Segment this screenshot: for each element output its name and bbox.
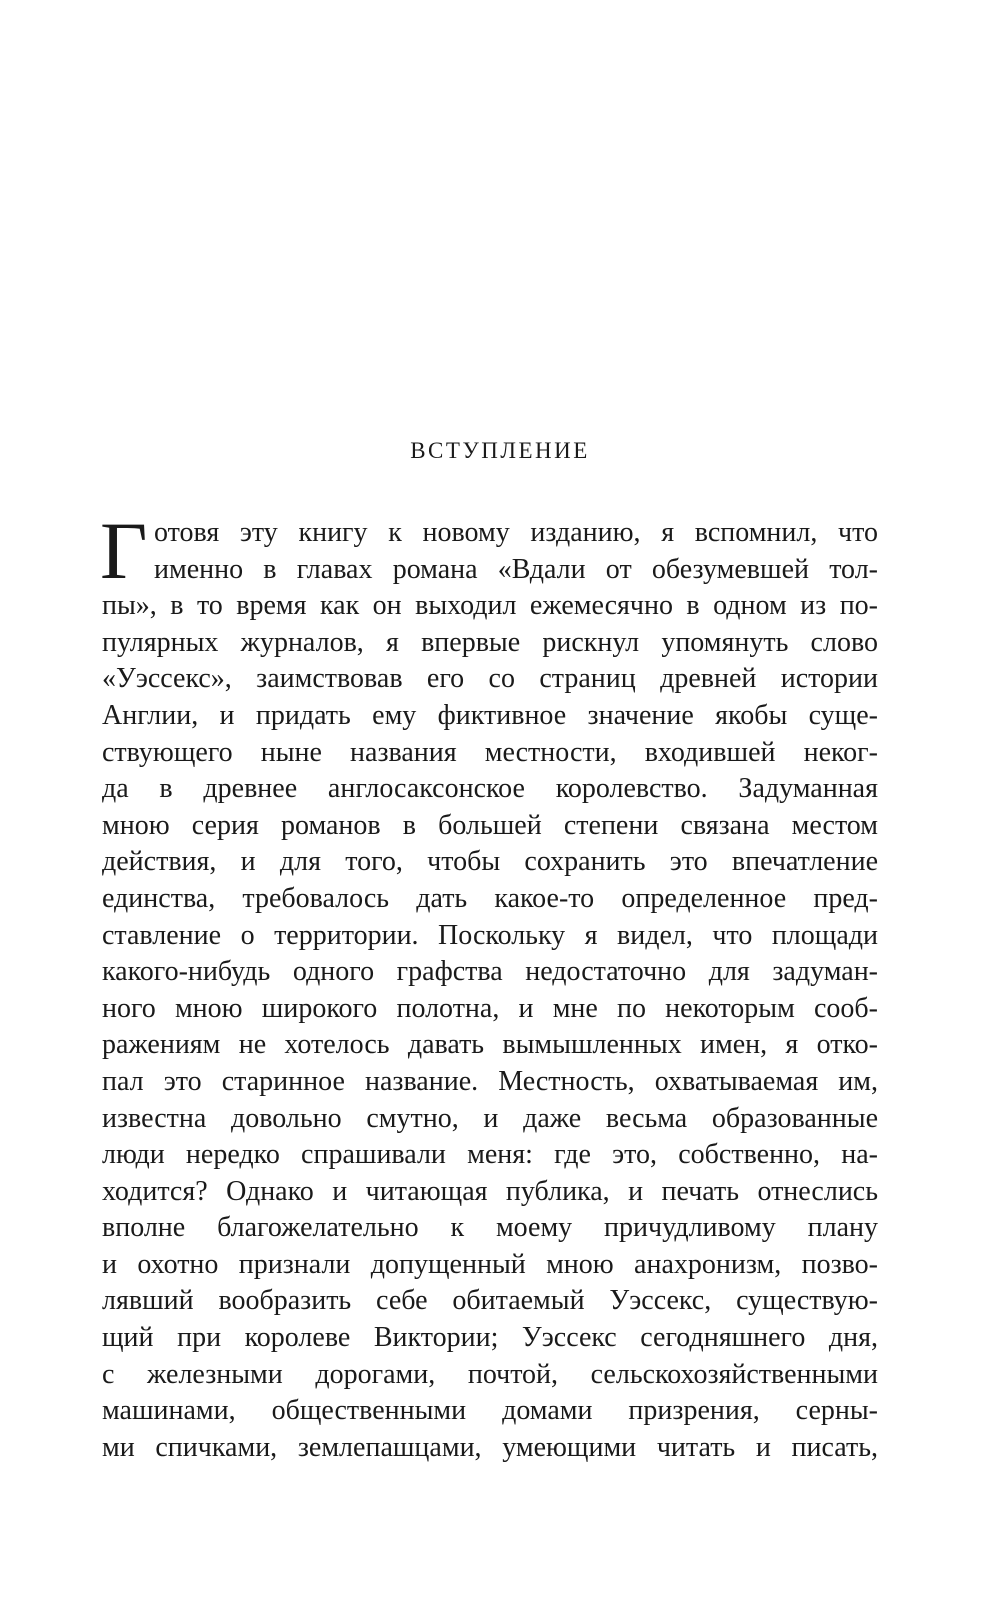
text-line: ми спичками, землепашцами, умеющими читать и писать,	[102, 1431, 878, 1463]
text-line: с железными дорогами, почтой, сельскохозяйственными	[102, 1358, 878, 1390]
text-line: пы», в то время как он выходил ежемесячно в одном из по-	[102, 590, 878, 622]
text-line: ного мною широкого полотна, и мне по некоторым сооб-	[102, 992, 878, 1024]
text-line: какого-нибудь одного графства недостаточно для задуман-	[102, 956, 878, 988]
body-text	[100, 505, 878, 1466]
chapter-title: ВСТУПЛЕНИЕ	[410, 438, 590, 463]
text-line: ражениям не хотелось давать вымышленных имен, я отко-	[102, 1029, 878, 1061]
text-line: мною серия романов в большей степени связана местом	[102, 809, 878, 841]
text-line: люди нередко спрашивали меня: где это, собственно, на-	[102, 1139, 878, 1171]
text-line: Англии, и придать ему фиктивное значение якобы суще-	[102, 699, 878, 731]
drop-cap: Г	[100, 505, 148, 596]
text-line: ставление о территории. Поскольку я видел, что площади	[102, 919, 878, 951]
text-line: ствующего ныне названия местности, входившей неког-	[102, 736, 878, 768]
text-line: ходится? Однако и читающая публика, и печать отнеслись	[102, 1175, 878, 1207]
text-line: именно в главах романа «Вдали от обезумевшей тол-	[154, 553, 878, 585]
text-line: щий при королеве Виктории; Уэссекс сегодняшнего дня,	[102, 1322, 878, 1354]
text-line: вполне благожелательно к моему причудливому плану	[102, 1212, 878, 1244]
text-line: и охотно признали допущенный мною анахронизм, позво-	[102, 1248, 878, 1280]
text-line: лявший вообразить себе обитаемый Уэссекс, существую-	[102, 1285, 878, 1317]
text-line: единства, требовалось дать какое-то определенное пред-	[102, 882, 878, 914]
text-line: пал это старинное название. Местность, охватываемая им,	[102, 1065, 878, 1097]
text-line: «Уэссекс», заимствовав его со страниц древней истории	[102, 663, 878, 695]
text-line: отовя эту книгу к новому изданию, я вспомнил, что	[154, 517, 878, 548]
text-line: да в древнее англосаксонское королевство. Задуманная	[102, 773, 878, 805]
text-line: пулярных журналов, я впервые рискнул упомянуть слово	[102, 626, 878, 658]
text-line: машинами, общественными домами призрения, серны-	[102, 1395, 878, 1427]
text-line: действия, и для того, чтобы сохранить это впечатление	[102, 846, 878, 878]
text-line: известна довольно смутно, и даже весьма образованные	[102, 1102, 878, 1134]
